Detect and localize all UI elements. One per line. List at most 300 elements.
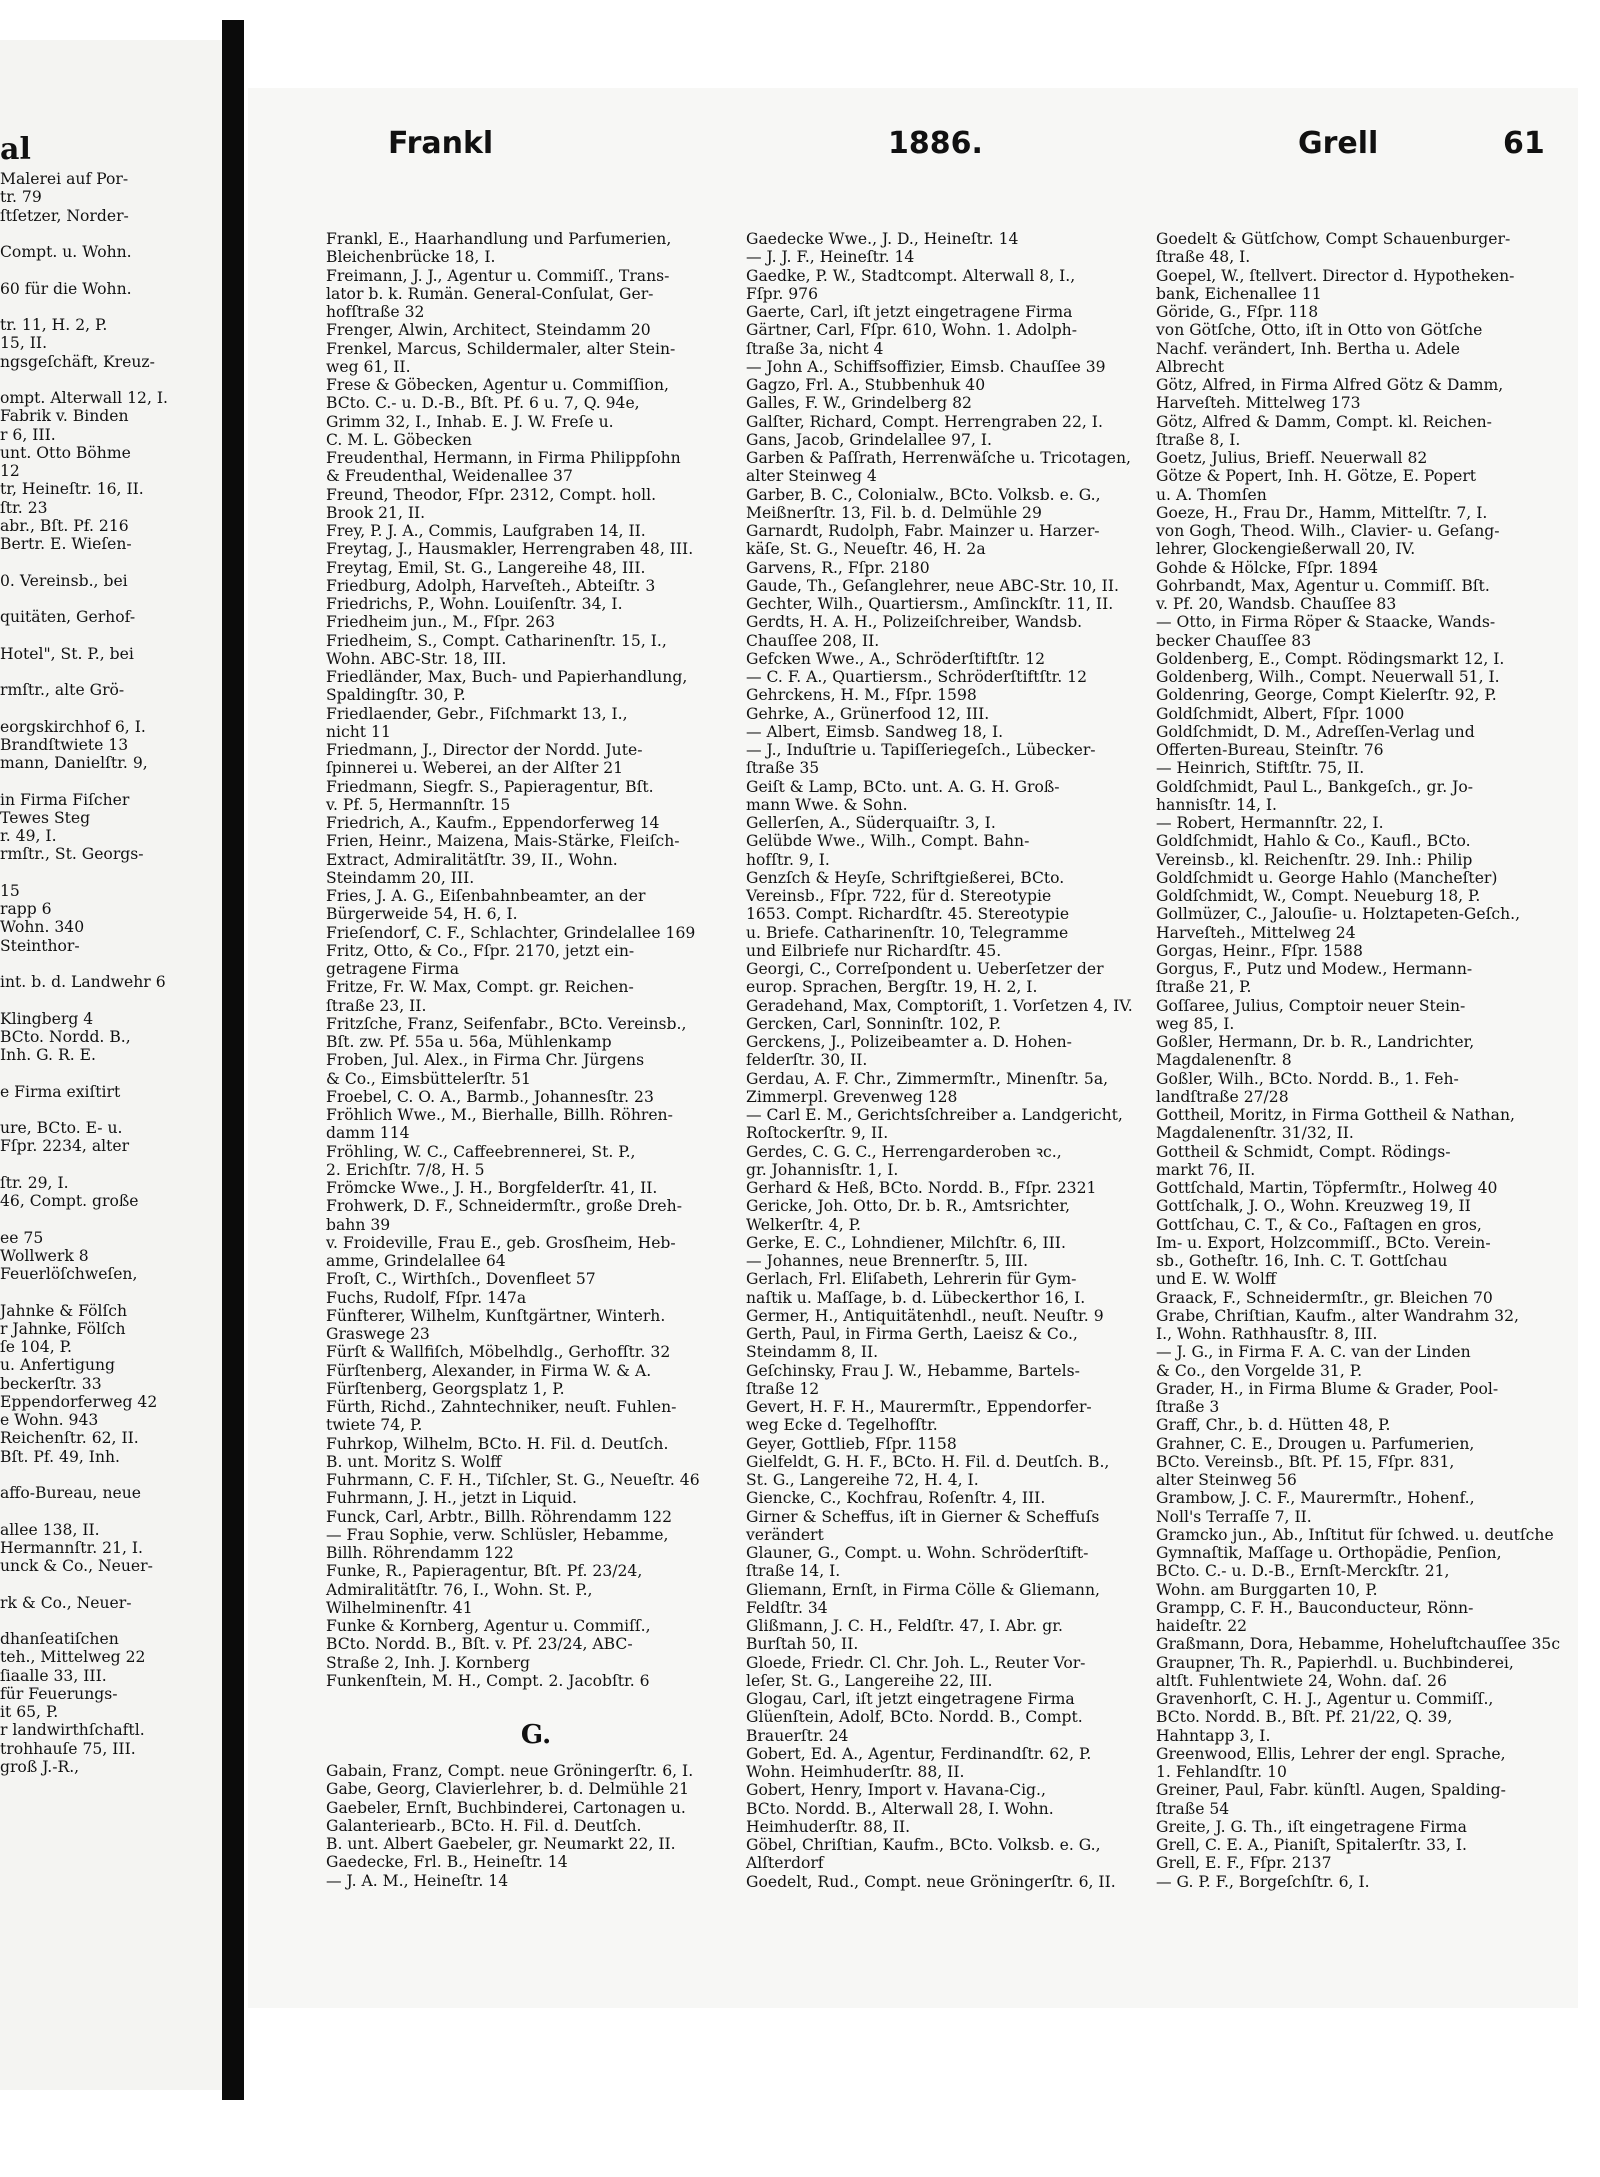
left-fragment-line: e Firma exiſtirt	[0, 1082, 121, 1101]
directory-entry-line: Meißnerſtr. 13, Fil. b. d. Delmühle 29	[746, 503, 1042, 522]
directory-entry-line: Garnardt, Rudolph, Fabr. Mainzer u. Harzer-	[746, 522, 1100, 540]
left-fragment-line: für Feuerungs-	[0, 1684, 118, 1703]
directory-entry-line: BCto. Nordd. B., Alterwall 28, I. Wohn.	[746, 1799, 1054, 1818]
directory-entry-line: Goldſchmidt, W., Compt. Neueburg 18, P.	[1156, 887, 1481, 905]
directory-entry-line: felderſtr. 30, II.	[746, 1051, 868, 1070]
directory-entry-line: Grampp, C. F. H., Bauconducteur, Rönn-	[1156, 1598, 1474, 1617]
directory-entry-line: naſtik u. Maſſage, b. d. Lübeckerthor 16, I.	[746, 1288, 1086, 1307]
directory-entry-line: bank, Eichenallee 11	[1156, 284, 1322, 303]
directory-entry-line: mann Wwe. & Sohn.	[746, 795, 908, 814]
directory-entry-line: Welkerſtr. 4, P.	[746, 1215, 861, 1234]
directory-entry-line: Funke & Kornberg, Agentur u. Commiſſ.,	[326, 1617, 651, 1635]
left-fragment-line	[0, 298, 168, 316]
left-fragment-line: ſtr. 29, I.	[0, 1173, 69, 1192]
directory-entry-line: BCto. Nordd. B., Bſt. Pf. 21/22, Q. 39,	[1156, 1708, 1453, 1727]
directory-entry-line: Girner & Scheffus, iſt in Gierner & Scheffuſs	[746, 1507, 1100, 1526]
directory-entry-line: Graßmann, Dora, Hebamme, Hoheluftchauſſee 35c	[1156, 1635, 1561, 1654]
directory-entry-line: Frieſendorf, C. F., Schlachter, Grindelallee 169	[326, 923, 696, 942]
directory-entry-line: Gramcko jun., Ab., Inſtitut für ſchwed. u. deutſche	[1156, 1525, 1554, 1544]
directory-entry-line: Bürgerweide 54, H. 6, I.	[326, 905, 518, 924]
directory-entry-line: — J. J. F., Heineſtr. 14	[746, 248, 915, 267]
directory-entry-line: Gottheil & Schmidt, Compt. Rödings-	[1156, 1142, 1451, 1161]
directory-entry-line: BCto. C.- u. D.-B., Bſt. Pf. 6 u. 7, Q. 94e,	[326, 394, 640, 413]
left-fragment-line	[0, 590, 168, 608]
left-fragment-line: Fabrik v. Binden	[0, 407, 129, 426]
directory-entry-line: Gabe, Georg, Clavierlehrer, b. d. Delmühle 21	[326, 1780, 689, 1799]
left-fragment-line	[0, 261, 168, 279]
left-fragment-line: rapp 6	[0, 900, 52, 918]
directory-entry-line: Gercken, Carl, Sonninſtr. 102, P.	[746, 1014, 1001, 1033]
left-fragment-line: 0. Vereinsb., bei	[0, 571, 128, 590]
directory-entry-line: amme, Grindelallee 64	[326, 1252, 506, 1270]
directory-entry-line: Gelübde Wwe., Wilh., Compt. Bahn-	[746, 832, 1030, 851]
directory-entry-line: Gericke, Joh. Otto, Dr. b. R., Amtsrichter,	[746, 1197, 1071, 1216]
directory-entry-line: Germer, H., Antiquitätenhdl., neuſt. Neuſtr. 9	[746, 1306, 1104, 1325]
left-fragment-line: tr, Heineſtr. 16, II.	[0, 480, 144, 499]
directory-entry-line: — Johannes, neue Brennerſtr. 5, III.	[746, 1252, 1029, 1270]
left-fragment-line: 46, Compt. große	[0, 1192, 139, 1210]
left-fragment-line: Hermannſtr. 21, I.	[0, 1538, 144, 1557]
left-fragment-line: 15	[0, 881, 20, 900]
directory-entry-line: Brauerſtr. 24	[746, 1726, 849, 1745]
directory-entry-line: Greite, J. G. Th., iſt eingetragene Firma	[1156, 1817, 1467, 1836]
left-fragment-line	[0, 772, 168, 790]
directory-entry-line: Fſpr. 976	[746, 284, 818, 303]
directory-entry-line: Gohrbandt, Max, Agentur u. Commiſſ. Bſt.	[1156, 576, 1490, 595]
directory-entry-line: Frey, P. J. A., Commis, Laufgraben 14, II.	[326, 522, 646, 540]
left-fragment-line: 60 für die Wohn.	[0, 279, 132, 298]
left-fragment-line: r 6, III.	[0, 425, 56, 444]
left-fragment-line: eorgskirchhof 6, I.	[0, 717, 146, 736]
directory-entry-line: twiete 74, P.	[326, 1416, 423, 1435]
directory-entry-line: — C. F. A., Quartiersm., Schröderſtiftſtr. 12	[746, 668, 1088, 686]
directory-entry-line: Graupner, Th. R., Papierhdl. u. Buchbinderei,	[1156, 1653, 1514, 1672]
left-fragment-line	[0, 663, 168, 681]
left-fragment-line: ee 75	[0, 1228, 44, 1247]
left-fragment-line: ſe 104, P.	[0, 1338, 72, 1356]
left-fragment-line: ompt. Alterwall 12, I.	[0, 389, 168, 407]
directory-entry-line: Harveſteh., Mittelweg 24	[1156, 923, 1356, 942]
directory-entry-line: Gehrke, A., Grünerfood 12, III.	[746, 704, 990, 723]
directory-entry-line: Goldenring, George, Compt Kielerſtr. 92, P.	[1156, 686, 1497, 705]
left-fragment-line	[0, 1575, 168, 1593]
directory-entry-line: Goepel, W., ſtellvert. Director d. Hypotheken-	[1156, 266, 1515, 285]
directory-entry-line: Grahner, C. E., Drougen u. Parfumerien,	[1156, 1434, 1475, 1453]
directory-entry-line: Albrecht	[1156, 357, 1224, 376]
directory-entry-line: Frömcke Wwe., J. H., Borgfelderſtr. 41, II.	[326, 1179, 658, 1197]
directory-entry-line: Göride, G., Fſpr. 118	[1156, 303, 1319, 321]
directory-entry-line: Gielfeldt, G. H. F., BCto. H. Fil. d. Deutſch. B.,	[746, 1452, 1110, 1471]
left-fragment-line: Feuerlöſchweſen,	[0, 1265, 138, 1283]
directory-entry-line: — J., Induſtrie u. Tapiſſeriegeſch., Lübecker-	[746, 741, 1096, 759]
directory-entry-line: Gottſchalk, J. O., Wohn. Kreuzweg 19, II	[1156, 1197, 1471, 1216]
directory-entry-line: Freudenthal, Hermann, in Firma Philippſohn	[326, 449, 681, 467]
left-fragment-line	[0, 1156, 168, 1174]
directory-entry-line: Glogau, Carl, iſt jetzt eingetragene Firma	[746, 1690, 1075, 1708]
directory-entry-line: Gerdau, A. F. Chr., Zimmermſtr., Minenſtr. 5a,	[746, 1069, 1109, 1088]
left-fragment-line: mann, Danielſtr. 9,	[0, 754, 148, 772]
directory-entry-line: damm 114	[326, 1124, 410, 1143]
directory-entry-line: Roſtockerſtr. 9, II.	[746, 1124, 889, 1143]
directory-entry-line: Greenwood, Ellis, Lehrer der engl. Sprache,	[1156, 1744, 1506, 1763]
left-fragment-line	[0, 1210, 168, 1228]
left-fragment-line: it 65, P.	[0, 1703, 59, 1721]
left-fragment-line: ſiaalle 33, III.	[0, 1666, 107, 1685]
directory-entry-line: u. Briefe. Catharinenſtr. 10, Telegramme	[746, 923, 1069, 942]
directory-entry-line: europ. Sprachen, Bergſtr. 19, H. 2, I.	[746, 978, 1038, 997]
directory-entry-line: weg 61, II.	[326, 357, 411, 376]
directory-entry-line: verändert	[746, 1525, 824, 1544]
left-fragment-line	[0, 626, 168, 644]
directory-entry-line: Galanteriearb., BCto. H. Fil. d. Deutſch.	[326, 1816, 642, 1835]
directory-entry-line: — John A., Schiffsoffizier, Eimsb. Chauſſee 39	[746, 357, 1106, 376]
directory-entry-line: Frohwerk, D. F., Schneidermſtr., große Dreh-	[326, 1197, 682, 1216]
directory-entry-line: becker Chauſſee 83	[1156, 631, 1312, 650]
directory-entry-line: Chauſſee 208, II.	[746, 631, 880, 650]
directory-entry-line: Gerhard & Heß, BCto. Nordd. B., Fſpr. 2321	[746, 1179, 1097, 1197]
directory-entry-line: Gobert, Ed. A., Agentur, Ferdinandſtr. 62, P.	[746, 1744, 1092, 1763]
directory-entry-line: v. Froideville, Frau E., geb. Grosſheim, Heb-	[326, 1233, 676, 1252]
left-fragment-line: Inh. G. R. E.	[0, 1046, 96, 1064]
left-fragment-line: in Firma Fiſcher	[0, 790, 130, 809]
left-fragment-line: tr. 11, H. 2, P.	[0, 316, 108, 334]
directory-entry-line: Gans, Jacob, Grindelallee 97, I.	[746, 430, 992, 449]
left-fragment-line	[0, 955, 168, 973]
left-fragment-line	[0, 553, 168, 571]
directory-entry-line: leſer, St. G., Langereihe 22, III.	[746, 1671, 993, 1690]
directory-entry-line: Funkenſtein, M. H., Compt. 2. Jacobſtr. 6	[326, 1671, 650, 1690]
directory-entry-line: I., Wohn. Rathhausſtr. 8, III.	[1156, 1325, 1378, 1343]
directory-entry-line: Bſt. zw. Pf. 55a u. 56a, Mühlenkamp	[326, 1033, 612, 1051]
directory-entry-line: Wilhelminenſtr. 41	[326, 1598, 473, 1617]
directory-entry-line: Brook 21, II.	[326, 503, 426, 522]
directory-entry-line: ſtraße 14, I.	[746, 1562, 841, 1581]
running-head-left: Frankl	[388, 126, 494, 161]
directory-entry-line: Fürſt & Wallfiſch, Möbelhdlg., Gerhofſtr. 32	[326, 1343, 671, 1362]
directory-entry-line: Billh. Röhrendamm 122	[326, 1544, 514, 1562]
directory-entry-line: Freimann, J. J., Agentur u. Commiſſ., Trans-	[326, 266, 670, 285]
directory-entry-line: gr. Johannisſtr. 1, I.	[746, 1160, 899, 1179]
directory-entry-line: Fries, J. A. G., Eiſenbahnbeamter, an der	[326, 887, 646, 905]
directory-entry-line: u. A. Thomſen	[1156, 485, 1267, 504]
directory-entry-line: Gliemann, Ernſt, in Firma Cölle & Gliemann,	[746, 1580, 1100, 1599]
directory-entry-line: Fuhrmann, J. H., jetzt in Liquid.	[326, 1489, 577, 1508]
directory-entry-line: nicht 11	[326, 722, 391, 741]
left-fragment-line	[0, 371, 168, 389]
directory-entry-line: Goedelt, Rud., Compt. neue Gröningerſtr. 6, II.	[746, 1872, 1116, 1891]
directory-entry-line: 1653. Compt. Richardſtr. 45. Stereotypie	[746, 905, 1070, 924]
directory-entry-line: — G. P. F., Borgeſchſtr. 6, I.	[1156, 1872, 1370, 1891]
directory-entry-line: BCto. Vereinsb., Bſt. Pf. 15, Fſpr. 831,	[1156, 1452, 1455, 1471]
directory-entry-line: Fritze, Fr. W. Max, Compt. gr. Reichen-	[326, 978, 634, 997]
directory-entry-line: altſt. Fuhlentwiete 24, Wohn. daſ. 26	[1156, 1671, 1447, 1690]
directory-entry-line: Gabain, Franz, Compt. neue Gröningerſtr. 6, I.	[326, 1762, 694, 1780]
left-fragment-line: Fſpr. 2234, alter	[0, 1137, 130, 1156]
directory-entry-line: Feldſtr. 34	[746, 1598, 828, 1617]
directory-entry-line: Frese & Göbecken, Agentur u. Commiſſion,	[326, 376, 669, 394]
left-fragment-line: unt. Otto Böhme	[0, 443, 131, 462]
left-fragment-line	[0, 1466, 168, 1484]
left-fragment-line: r Jahnke, Fölſch	[0, 1319, 126, 1338]
left-fragment-line: u. Anfertigung	[0, 1356, 116, 1375]
directory-entry-line: ſtraße 23, II.	[326, 996, 427, 1015]
directory-entry-line: Fritzſche, Franz, Seifenfabr., BCto. Vereinsb.,	[326, 1014, 687, 1033]
top-margin	[232, 0, 1600, 40]
left-fragment-line: Bertr. E. Wieſen-	[0, 535, 132, 553]
directory-entry-line: Steindamm 8, II.	[746, 1343, 879, 1362]
left-fragment-line	[0, 225, 168, 243]
directory-entry-line: Wohn. ABC-Str. 18, III.	[326, 649, 507, 668]
directory-entry-line: Gottſchald, Martin, Töpfermſtr., Holweg 40	[1156, 1179, 1498, 1197]
directory-entry-line: & Co., den Vorgelde 31, P.	[1156, 1361, 1363, 1380]
left-fragment-line: ſtr. 23	[0, 498, 48, 517]
directory-entry-line: Gerke, E. C., Lohndiener, Milchſtr. 6, III.	[746, 1233, 1066, 1252]
directory-entry-line: — Albert, Eimsb. Sandweg 18, I.	[746, 722, 1004, 741]
left-fragment-line: rk & Co., Neuer-	[0, 1593, 132, 1612]
left-page-fragment	[0, 40, 225, 2090]
directory-entry-line: Galſter, Richard, Compt. Herrengraben 22, I.	[746, 412, 1103, 431]
directory-entry-line: Garvens, R., Fſpr. 2180	[746, 558, 930, 577]
left-fragment-line: 15, II.	[0, 334, 48, 353]
column-3	[1156, 230, 1566, 1891]
left-fragment-line: Reichenſtr. 62, II.	[0, 1429, 139, 1448]
directory-entry-line: Froben, Jul. Alex., in Firma Chr. Jürgens	[326, 1051, 645, 1070]
directory-entry-line: B. unt. Moritz S. Wolff	[326, 1452, 502, 1471]
left-fragment-line: abr., Bſt. Pf. 216	[0, 516, 129, 535]
left-fragment-line	[0, 991, 168, 1009]
book-spine	[222, 20, 244, 2100]
column-1	[326, 230, 746, 1890]
directory-entry-line: Galles, F. W., Grindelberg 82	[746, 394, 972, 413]
directory-entry-line: Gaerte, Carl, iſt jetzt eingetragene Firma	[746, 303, 1073, 321]
directory-entry-line: alter Steinweg 4	[746, 467, 877, 486]
directory-entry-line: Spaldingſtr. 30, P.	[326, 686, 466, 705]
directory-entry-line: Gagzo, Frl. A., Stubbenhuk 40	[746, 376, 986, 394]
left-fragment-line: rmſtr., alte Grö-	[0, 681, 125, 699]
directory-entry-line: Garber, B. C., Colonialw., BCto. Volksb. e. G.,	[746, 485, 1101, 504]
directory-entry-line: — J. A. M., Heineſtr. 14	[326, 1871, 509, 1890]
left-fragment-line: Steinthor-	[0, 936, 80, 955]
directory-entry-line: Graack, F., Schneidermſtr., gr. Bleichen 70	[1156, 1288, 1493, 1307]
directory-entry-line: bahn 39	[326, 1215, 391, 1234]
directory-entry-line: Georgi, C., Correſpondent u. Ueberſetzer der	[746, 960, 1104, 978]
directory-entry-line: Funck, Carl, Arbtr., Billh. Röhrendamm 122	[326, 1507, 673, 1526]
directory-entry-line: Funke, R., Papieragentur, Bſt. Pf. 23/24,	[326, 1562, 643, 1581]
directory-entry-line: Genzſch & Heyſe, Schriftgießerei, BCto.	[746, 868, 1065, 887]
directory-entry-line: Fürſtenberg, Georgsplatz 1, P.	[326, 1379, 565, 1398]
directory-entry-line: Goſſaree, Julius, Comptoir neuer Stein-	[1156, 996, 1466, 1015]
directory-entry-line: haideſtr. 22	[1156, 1617, 1248, 1635]
directory-entry-line: Geiſt & Lamp, BCto. unt. A. G. H. Groß-	[746, 777, 1060, 796]
directory-entry-line: hofſtr. 9, I.	[746, 850, 830, 869]
left-fragment-line: rmſtr., St. Georgs-	[0, 845, 144, 864]
directory-entry-line: Goldenberg, E., Compt. Rödingsmarkt 12, I.	[1156, 649, 1505, 668]
directory-entry-line: Admiralitätſtr. 76, I., Wohn. St. P.,	[326, 1580, 593, 1599]
directory-entry-line: Grader, H., in Firma Blume & Grader, Pool-	[1156, 1379, 1499, 1398]
directory-entry-line: lator b. k. Rumän. General-Conſulat, Ger-	[326, 284, 654, 303]
directory-entry-line: St. G., Langereihe 72, H. 4, I.	[746, 1471, 979, 1489]
directory-entry-line: & Freudenthal, Weidenallee 37	[326, 467, 573, 486]
directory-entry-line: ſtraße 48, I.	[1156, 248, 1251, 267]
directory-entry-line: Gefcken Wwe., A., Schröderſtiftſtr. 12	[746, 649, 1046, 668]
directory-entry-line: Wohn. Heimhuderſtr. 88, II.	[746, 1763, 965, 1781]
left-fragment-line: trohhauſe 75, III.	[0, 1739, 136, 1758]
directory-entry-line: Vereinsb., kl. Reichenſtr. 29. Inh.: Philip	[1156, 850, 1473, 869]
directory-entry-line: Fröhlich Wwe., M., Bierhalle, Billh. Röhren-	[326, 1106, 673, 1124]
directory-entry-line: Friedländer, Max, Buch- und Papierhandlung,	[326, 668, 688, 686]
left-fragment-line: teh., Mittelweg 22	[0, 1648, 146, 1667]
directory-entry-line: Giencke, C., Kochfrau, Roſenſtr. 4, III.	[746, 1489, 1046, 1508]
directory-entry-line: Grabe, Chriſtian, Kaufm., alter Wandrahm 32,	[1156, 1306, 1519, 1325]
directory-entry-line: ſtraße 3a, nicht 4	[746, 339, 884, 358]
directory-entry-line: Frien, Heinr., Maizena, Mais-Stärke, Fleiſch-	[326, 832, 680, 851]
directory-entry-line: Offerten-Bureau, Steinſtr. 76	[1156, 741, 1384, 759]
directory-entry-line: ſtraße 12	[746, 1379, 820, 1398]
directory-entry-line: alter Steinweg 56	[1156, 1471, 1297, 1489]
directory-entry-line: Gehrckens, H. M., Fſpr. 1598	[746, 686, 977, 705]
section-letter: G.	[520, 1720, 552, 1750]
directory-entry-line: Graswege 23	[326, 1325, 430, 1343]
left-fragment-line	[0, 699, 168, 717]
directory-entry-line: Gorgus, F., Putz und Modew., Hermann-	[1156, 960, 1473, 978]
directory-entry-line: Goldſchmidt, Albert, Fſpr. 1000	[1156, 704, 1405, 723]
directory-entry-line: Goldſchmidt, Hahlo & Co., Kaufl., BCto.	[1156, 832, 1471, 851]
directory-entry-line: Friedrichs, P., Wohn. Louiſenſtr. 34, I.	[326, 595, 623, 613]
left-fragment-line	[0, 1101, 168, 1119]
directory-entry-line: Friedburg, Adolph, Harveſteh., Abteiſtr. 3	[326, 576, 656, 595]
directory-entry-line: getragene Firma	[326, 960, 460, 978]
directory-entry-line: Hahntapp 3, I.	[1156, 1726, 1271, 1745]
directory-entry-line: Gerlach, Frl. Eliſabeth, Lehrerin für Gym-	[746, 1270, 1077, 1289]
directory-entry-line: Harveſteh. Mittelweg 173	[1156, 394, 1361, 413]
left-fragment-line: Eppendorferweg 42	[0, 1392, 158, 1411]
directory-entry-line: Gaebeler, Ernſt, Buchbinderei, Cartonagen u.	[326, 1798, 686, 1817]
directory-entry-line: Frenger, Alwin, Architect, Steindamm 20	[326, 321, 651, 340]
directory-entry-line: Frenkel, Marcus, Schildermaler, alter Stein-	[326, 339, 676, 358]
directory-entry-line: Grell, E. F., Fſpr. 2137	[1156, 1854, 1332, 1873]
directory-entry-line: Goldſchmidt, D. M., Adreſſen-Verlag und	[1156, 722, 1475, 741]
directory-entry-line: Gärtner, Carl, Fſpr. 610, Wohn. 1. Adolph-	[746, 321, 1077, 340]
directory-entry-line: Gechter, Wilh., Quartiersm., Amſinckſtr. 11, II.	[746, 595, 1114, 613]
directory-entry-line: Greiner, Paul, Fabr. künſtl. Augen, Spalding-	[1156, 1781, 1506, 1800]
directory-entry-line: und Eilbriefe nur Richardſtr. 45.	[746, 941, 1002, 960]
directory-entry-line: Friedmann, Siegfr. S., Papieragentur, Bſt.	[326, 777, 654, 796]
directory-entry-line: B. unt. Albert Gaebeler, gr. Neumarkt 22, II.	[326, 1835, 676, 1853]
left-fragment-line: Tewes Steg	[0, 808, 91, 827]
left-fragment-line: Wollwerk 8	[0, 1246, 89, 1265]
directory-entry-line: Friedlaender, Gebr., Fiſchmarkt 13, I.,	[326, 704, 628, 723]
directory-entry-line: Graff, Chr., b. d. Hütten 48, P.	[1156, 1416, 1391, 1435]
directory-entry-line: Garben & Paſſrath, Herrenwäſche u. Tricotagen,	[746, 449, 1131, 467]
directory-entry-line: Goeze, H., Frau Dr., Hamm, Mittelſtr. 7, I.	[1156, 503, 1488, 522]
left-fragment-line: Hotel", St. P., bei	[0, 644, 134, 663]
directory-entry-line: Nachf. verändert, Inh. Bertha u. Adele	[1156, 339, 1461, 358]
directory-entry-line: Gevert, H. F. H., Maurermſtr., Eppendorfer-	[746, 1398, 1092, 1416]
left-fragment-line: Wohn. 340	[0, 918, 85, 937]
directory-entry-line: ſtraße 8, I.	[1156, 430, 1241, 449]
left-fragment-line: Bſt. Pf. 49, Inh.	[0, 1447, 120, 1466]
directory-entry-line: ſtraße 21, P.	[1156, 978, 1252, 997]
directory-entry-line: Extract, Admiralitätſtr. 39, II., Wohn.	[326, 850, 618, 869]
directory-entry-line: Gaedke, P. W., Stadtcompt. Alterwall 8, I.,	[746, 266, 1076, 285]
directory-entry-line: Glauner, G., Compt. u. Wohn. Schröderſtift-	[746, 1544, 1089, 1562]
directory-entry-line: Wohn. am Burggarten 10, P.	[1156, 1580, 1378, 1599]
directory-entry-line: käſe, St. G., Neueſtr. 46, H. 2a	[746, 540, 986, 559]
left-fragment-line	[0, 1502, 168, 1520]
directory-entry-line: Geſchinsky, Frau J. W., Hebamme, Bartels-	[746, 1361, 1080, 1380]
directory-entry-line: Gottſchau, C. T., & Co., Faſtagen en gros,	[1156, 1215, 1482, 1234]
directory-entry-line: Noll's Terraſſe 7, II.	[1156, 1507, 1312, 1526]
directory-entry-line: Gobert, Henry, Import v. Havana-Cig.,	[746, 1781, 1046, 1800]
directory-entry-line: Grimm 32, I., Inhab. E. J. W. Freſe u.	[326, 412, 614, 431]
directory-entry-line: von Götſche, Otto, iſt in Otto von Götſche	[1156, 321, 1483, 340]
directory-entry-line: — Heinrich, Stiftſtr. 75, II.	[1156, 759, 1365, 778]
directory-entry-line: weg 85, I.	[1156, 1014, 1235, 1033]
directory-entry-line: Fürth, Richd., Zahntechniker, neuſt. Fuhlen-	[326, 1398, 677, 1416]
directory-entry-line: Freund, Theodor, Fſpr. 2312, Compt. holl.	[326, 485, 657, 504]
left-fragment-line: dhanſeatiſchen	[0, 1630, 119, 1648]
left-fragment-line: tr. 79	[0, 188, 42, 207]
directory-entry-line: Steindamm 20, III.	[326, 868, 475, 887]
directory-entry-line: Froebel, C. O. A., Barmb., Johannesſtr. 23	[326, 1087, 654, 1106]
left-fragment-line: Compt. u. Wohn.	[0, 243, 132, 261]
running-head-right: Grell	[1298, 126, 1379, 161]
directory-entry-line: Götze & Popert, Inh. H. Götze, E. Popert	[1156, 467, 1477, 486]
directory-entry-line: Götz, Alfred & Damm, Compt. kl. Reichen-	[1156, 412, 1492, 431]
directory-entry-line: Vereinsb., Fſpr. 722, für d. Stereotypie	[746, 887, 1052, 905]
left-fragment-line: Jahnke & Fölſch	[0, 1301, 127, 1320]
directory-entry-line: Goßler, Hermann, Dr. b. R., Landrichter,	[1156, 1033, 1475, 1051]
column-2	[746, 230, 1156, 1891]
left-fragment-line: ure, BCto. E- u.	[0, 1119, 123, 1137]
directory-entry-line: Goßler, Wilh., BCto. Nordd. B., 1. Feh-	[1156, 1069, 1459, 1088]
directory-entry-line: — Frau Sophie, verw. Schlüsler, Hebamme,	[326, 1525, 669, 1544]
directory-entry-line: Fuhrmann, C. F. H., Tiſchler, St. G., Neueſtr. 46	[326, 1471, 700, 1489]
directory-entry-line: ſtraße 54	[1156, 1799, 1230, 1818]
directory-entry-line: 2. Erichſtr. 7/8, H. 5	[326, 1160, 485, 1179]
directory-entry-line: — J. G., in Firma F. A. C. van der Linden	[1156, 1343, 1471, 1362]
directory-entry-line: Gravenhorſt, C. H. J., Agentur u. Commiſſ.,	[1156, 1690, 1494, 1708]
directory-entry-line: hofſtraße 32	[326, 303, 425, 321]
directory-entry-line: ſtraße 35	[746, 759, 820, 778]
left-fragment-line: Brandſtwiete 13	[0, 735, 129, 754]
directory-entry-line: Alſterdorf	[746, 1854, 824, 1873]
directory-entry-line: Gorgas, Heinr., Fſpr. 1588	[1156, 941, 1363, 960]
left-fragment-line: allee 138, II.	[0, 1520, 100, 1539]
directory-page	[248, 88, 1578, 2008]
directory-entry-line: — Robert, Hermannſtr. 22, I.	[1156, 814, 1384, 832]
directory-entry-line: Fuchs, Rudolf, Fſpr. 147a	[326, 1288, 527, 1307]
directory-entry-line: BCto. Nordd. B., Bſt. v. Pf. 23/24, ABC-	[326, 1635, 633, 1654]
directory-entry-line: Gollmüzer, C., Jalouſie- u. Holztapeten-Geſch.,	[1156, 905, 1521, 924]
directory-entry-line: v. Pf. 5, Hermannſtr. 15	[326, 795, 511, 814]
directory-entry-line: Goldenberg, Wilh., Compt. Neuerwall 51, I.	[1156, 668, 1500, 686]
directory-entry-line: Straße 2, Inh. J. Kornberg	[326, 1653, 531, 1672]
left-fragment-line: e Wohn. 943	[0, 1411, 99, 1429]
directory-entry-line: Gohde & Hölcke, Fſpr. 1894	[1156, 558, 1379, 577]
left-fragment-line: al	[0, 132, 31, 167]
directory-entry-line: Friedmann, J., Director der Nordd. Jute-	[326, 741, 643, 759]
directory-entry-line: Gerckens, J., Polizeibeamter a. D. Hohen-	[746, 1033, 1072, 1051]
directory-entry-line: Grambow, J. C. F., Maurermſtr., Hohenf.,	[1156, 1489, 1475, 1508]
left-fragment-line: beckerſtr. 33	[0, 1374, 102, 1393]
left-fragment-line	[0, 1064, 168, 1082]
left-fragment-line: r landwirthſchaftl.	[0, 1721, 145, 1740]
directory-entry-line: Gymnaſtik, Maſſage u. Orthopädie, Penſion,	[1156, 1544, 1502, 1562]
running-head-year: 1886.	[888, 126, 983, 161]
directory-entry-line: v. Pf. 20, Wandsb. Chauſſee 83	[1156, 595, 1397, 613]
directory-entry-line: Gerth, Paul, in Firma Gerth, Laeisz & Co.,	[746, 1325, 1078, 1343]
